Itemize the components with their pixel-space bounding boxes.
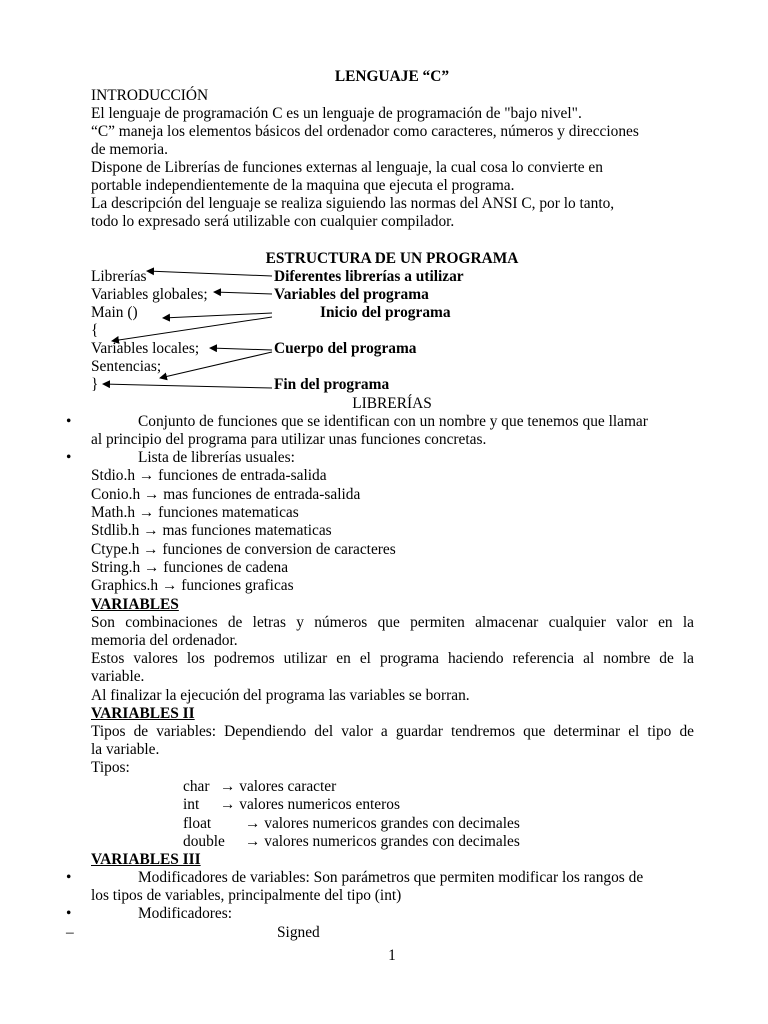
intro-line: “C” maneja los elementos básicos del ordenador como caracteres, números y direcciones	[91, 123, 639, 140]
library-desc: funciones de conversion de caracteres	[162, 541, 396, 558]
bullet: •	[66, 869, 72, 886]
library-name: Ctype.h	[91, 541, 140, 558]
arrow-variables-locales	[210, 348, 272, 350]
code-line: Sentencias;	[91, 358, 162, 375]
library-name: Stdlib.h	[91, 522, 140, 539]
intro-line: todo lo expresado será utilizable con cualquier compilador.	[91, 213, 455, 230]
type-desc: valores numericos grandes con decimales	[264, 815, 520, 832]
library-item	[91, 559, 288, 577]
estructura-label: Cuerpo del programa	[274, 340, 417, 357]
librerias-heading: LIBRERÍAS	[352, 395, 432, 412]
intro-heading: INTRODUCCIÓN	[91, 87, 209, 104]
variables3-bullet-text: los tipos de variables, principalmente del tipo (int)	[91, 887, 402, 904]
variables-line: Son combinaciones de letras y números que permiten almacenar cualquier valor en la	[91, 614, 694, 631]
library-name: Stdio.h	[91, 467, 136, 484]
code-line: Librerías	[91, 268, 147, 285]
bullet: •	[66, 449, 72, 466]
librerias-bullet-text: Lista de librerías usuales:	[138, 449, 295, 466]
arrow-icon: →	[144, 559, 160, 576]
variables-heading: VARIABLES	[91, 596, 179, 613]
estructura-label: Diferentes librerías a utilizar	[274, 268, 464, 285]
type-item	[220, 778, 336, 796]
estructura-heading: ESTRUCTURA DE UN PROGRAMA	[265, 250, 519, 267]
variables2-line: Tipos:	[91, 759, 130, 776]
arrow-icon: →	[220, 778, 236, 795]
arrow-icon: →	[138, 504, 155, 521]
library-desc: funciones de entrada-salida	[158, 467, 327, 484]
page-number: 1	[388, 947, 396, 964]
arrow-librerias	[147, 271, 272, 276]
type-item	[220, 796, 400, 814]
library-name: Graphics.h	[91, 577, 159, 594]
intro-line: portable independientemente de la maquina que ejecuta el programa.	[91, 177, 515, 194]
code-line: Variables globales;	[91, 286, 208, 303]
arrow-icon: →	[220, 796, 236, 813]
variables-line: Estos valores los podremos utilizar en el programa haciendo referencia al nombre de la	[91, 650, 694, 667]
type-name: int	[183, 796, 200, 813]
type-desc: valores numericos grandes con decimales	[264, 833, 520, 850]
librerias-bullet-text: al principio del programa para utilizar unas funciones concretas.	[91, 431, 487, 448]
intro-line: La descripción del lenguaje se realiza siguiendo las normas del ANSI C, por lo tanto,	[91, 195, 615, 212]
type-desc: valores numericos enteros	[239, 796, 400, 813]
code-line: }	[91, 376, 99, 393]
arrow-variables-globales	[214, 292, 272, 294]
arrow-icon: →	[138, 467, 155, 484]
arrow-icon: →	[143, 541, 159, 558]
variables-line: variable.	[91, 668, 145, 685]
intro-line: Dispone de Librerías de funciones externas al lenguaje, la cual cosa lo convierte en	[91, 159, 603, 176]
arrow-icon: →	[245, 833, 261, 850]
arrow-icon: →	[245, 815, 261, 832]
estructura-label: Fin del programa	[274, 376, 390, 393]
type-name: char	[183, 778, 210, 795]
arrow-main	[163, 313, 272, 318]
arrow-icon: →	[144, 486, 160, 503]
intro-line: de memoria.	[91, 141, 168, 158]
code-line: {	[91, 322, 99, 339]
library-item	[91, 467, 327, 485]
library-desc: funciones matematicas	[158, 504, 299, 521]
intro-line: El lenguaje de programación C es un lenguaje de programación de "bajo nivel".	[91, 105, 582, 122]
arrow-close-brace	[103, 384, 272, 388]
modifier-item: Signed	[277, 924, 320, 941]
librerias-bullet-text: Conjunto de funciones que se identifican con un nombre y que tenemos que llamar	[138, 413, 648, 430]
code-line: Variables locales;	[91, 340, 200, 357]
variables-line: memoria del ordenador.	[91, 632, 238, 649]
library-item	[91, 541, 396, 559]
variables2-heading: VARIABLES II	[91, 705, 195, 722]
library-name: String.h	[91, 559, 141, 576]
library-item	[91, 504, 299, 522]
variables3-heading: VARIABLES III	[91, 851, 201, 868]
bullet: •	[66, 905, 72, 922]
variables3-bullet-text: Modificadores:	[138, 905, 233, 922]
code-line: Main ()	[91, 304, 138, 321]
variables3-bullet-text: Modificadores de variables: Son parámetros que permiten modificar los rangos de	[138, 869, 644, 886]
variables2-line: Tipos de variables: Dependiendo del valor a guardar tendremos que determinar el tipo de	[91, 723, 694, 740]
library-desc: funciones de cadena	[163, 559, 289, 576]
library-desc: mas funciones de entrada-salida	[163, 486, 361, 503]
variables2-line: la variable.	[91, 741, 160, 758]
document-title: LENGUAJE “C”	[334, 68, 450, 85]
library-desc: funciones graficas	[181, 577, 294, 594]
library-name: Math.h	[91, 504, 136, 521]
type-name: float	[183, 815, 212, 832]
library-desc: mas funciones matematicas	[162, 522, 332, 539]
arrow-icon: →	[161, 577, 178, 594]
library-item	[91, 577, 294, 595]
type-desc: valores caracter	[239, 778, 337, 795]
type-name: double	[183, 833, 225, 850]
arrow-icon: →	[143, 522, 159, 539]
type-item	[245, 833, 520, 851]
variables-line: Al finalizar la ejecución del programa las variables se borran.	[91, 687, 470, 704]
bullet: •	[66, 413, 72, 430]
estructura-label: Variables del programa	[274, 286, 429, 303]
library-item	[91, 522, 332, 540]
library-name: Conio.h	[91, 486, 141, 503]
estructura-label: Inicio del programa	[320, 304, 451, 321]
type-item	[245, 815, 520, 833]
library-item	[91, 486, 360, 504]
dash-bullet: –	[66, 924, 74, 941]
